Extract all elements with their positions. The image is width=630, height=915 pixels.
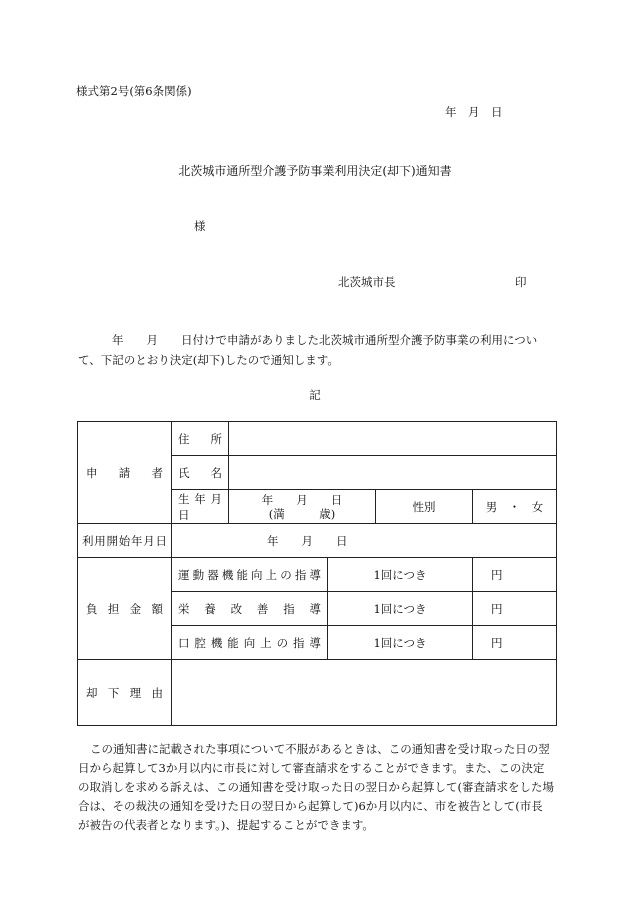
service-per-0: 1回につき bbox=[328, 558, 473, 592]
address-field[interactable] bbox=[229, 422, 557, 456]
applicant-label: 申請者 bbox=[78, 422, 172, 524]
document-title: 北茨城市通所型介護予防事業利用決定(却下)通知書 bbox=[178, 164, 452, 178]
notice-table bbox=[77, 421, 557, 726]
start-date-value: 年 月 日 bbox=[267, 533, 348, 548]
service-name-1: 栄養改善指導 bbox=[172, 592, 328, 626]
issue-date-line: 年 月 日 bbox=[445, 105, 503, 119]
start-date-field[interactable] bbox=[172, 524, 557, 558]
service-unit-0[interactable]: 円 bbox=[473, 558, 557, 592]
dob-field[interactable] bbox=[229, 490, 376, 524]
seal-mark: 印 bbox=[515, 275, 527, 289]
gender-options[interactable]: 男 ・ 女 bbox=[473, 490, 557, 524]
rejection-field[interactable] bbox=[172, 660, 557, 726]
service-unit-1[interactable]: 円 bbox=[473, 592, 557, 626]
notice-body: 年 月 日付けで申請がありました北茨城市通所型介護予防事業の利用について、下記のとおり決定(却下)したので通知します。 bbox=[78, 333, 538, 367]
issuer-name: 北茨城市長 bbox=[338, 275, 396, 289]
form-number: 様式第2号(第6条関係) bbox=[76, 84, 192, 98]
service-per-1: 1回につき bbox=[328, 592, 473, 626]
start-date-label: 利用開始年月日 bbox=[78, 524, 172, 558]
address-label: 住所 bbox=[172, 422, 229, 456]
gender-label: 性別 bbox=[376, 490, 473, 524]
service-unit-2[interactable]: 円 bbox=[473, 626, 557, 660]
dob-age: (満 歳) bbox=[268, 506, 336, 521]
name-label: 氏名 bbox=[172, 456, 229, 490]
ki-heading: 記 bbox=[309, 388, 321, 402]
service-name-2: 口腔機能向上の指導 bbox=[172, 626, 328, 660]
dob-label: 生年月日 bbox=[172, 490, 229, 524]
service-name-0: 運動器機能向上の指導 bbox=[172, 558, 328, 592]
appeal-notice: この通知書に記載された事項について不服があるときは、この通知書を受け取った日の翌日から起算して3か月以内に市長に対して審査請求をすることができます。また、この決定の取消しを求める訴えは、この通知書を受け取った日の翌日から起算して(審査請求をした場合は、その裁決の通知を受けた日の翌日から起算して)6か月以内に、市を被告として(市長が被告の代表者となります。)、提起することができます。 bbox=[78, 742, 554, 832]
recipient-suffix: 様 bbox=[194, 219, 206, 233]
dob-date: 年 月 日 bbox=[261, 492, 343, 507]
burden-label: 負担金額 bbox=[78, 558, 172, 660]
service-per-2: 1回につき bbox=[328, 626, 473, 660]
rejection-label: 却下理由 bbox=[78, 660, 172, 726]
name-field[interactable] bbox=[229, 456, 557, 490]
